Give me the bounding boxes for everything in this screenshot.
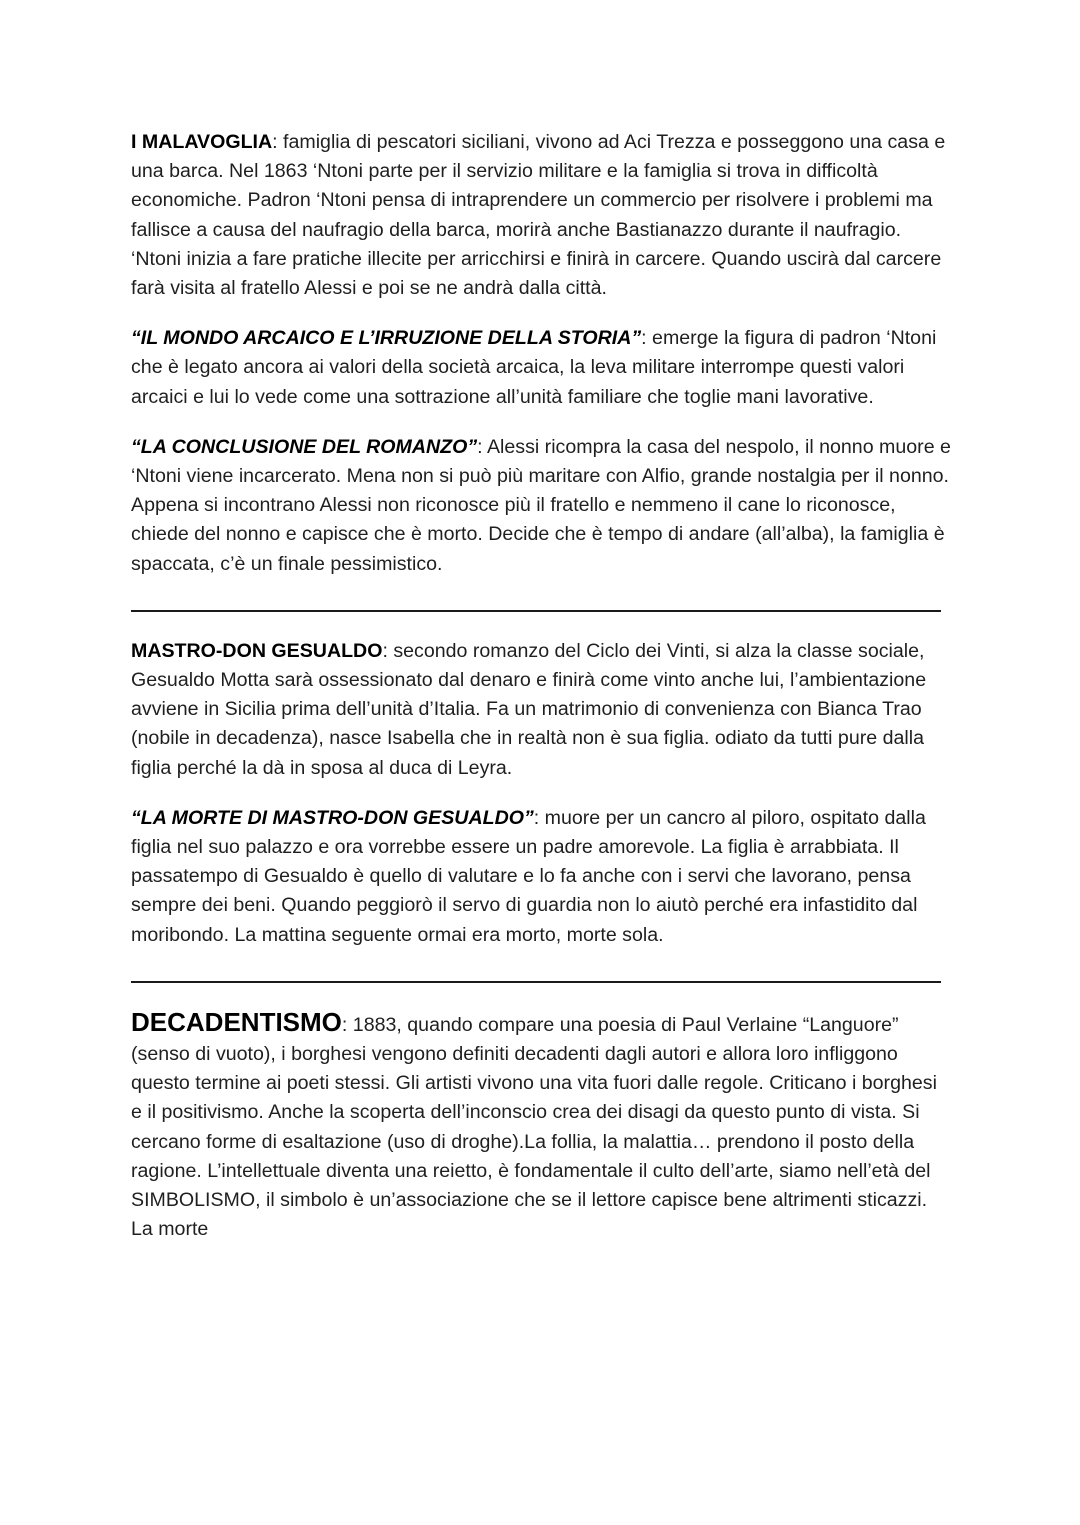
paragraph-mondo-arcaico	[131, 324, 953, 412]
paragraph-malavoglia	[131, 128, 953, 303]
body-mastro-don-gesualdo: : secondo romanzo del Ciclo dei Vinti, si alza la classe sociale, Gesualdo Motta sarà ossessionato dal denaro e finirà come vinto anche lui, l’ambientazione avviene in Sicilia prima dell’unità d’Italia. Fa un matrimonio di convenienza con Bianca Trao (nobile in decadenza), nasce Isabella che in realtà non è sua figlia. odiato da tutti pure dalla figlia perché la dà in sposa al duca di Leyra.	[131, 639, 927, 779]
paragraph-mastro-don-gesualdo	[131, 637, 953, 783]
heading-conclusione-romanzo: “LA CONCLUSIONE DEL ROMANZO”	[131, 435, 478, 458]
heading-morte-gesualdo: “LA MORTE DI MASTRO-DON GESUALDO”	[131, 806, 534, 829]
section-divider	[131, 981, 941, 983]
body-mondo-arcaico: : emerge la figura di padron ‘Ntoni che è legato ancora ai valori della società arcaica, la leva militare interrompe questi valori arcaici e lui lo vede come una sottrazione all’unità familiare che toglie mani lavorative.	[131, 327, 937, 408]
paragraph-conclusione-romanzo	[131, 433, 953, 579]
paragraph-decadentismo	[131, 1008, 953, 1245]
document-page	[131, 128, 953, 1245]
heading-malavoglia: I MALAVOGLIA	[131, 131, 273, 153]
body-morte-gesualdo: : muore per un cancro al piloro, ospitato dalla figlia nel suo palazzo e ora vorrebbe essere un padre amorevole. La figlia è arrabbiata. Il passatempo di Gesualdo è quello di valutare e lo fa anche con i servi che lavorano, pensa sempre dei beni. Quando peggiorò il servo di guardia non lo aiutò perché era infastidito dal moribondo. La mattina seguente ormai era morto, morte sola.	[131, 806, 926, 946]
body-malavoglia: : famiglia di pescatori siciliani, vivono ad Aci Trezza e posseggono una casa e una barca. Nel 1863 ‘Ntoni parte per il servizio militare e la famiglia si trova in difficoltà economiche. Padron ‘Ntoni pensa di intraprendere un commercio per risolvere i problemi ma fallisce a causa del naufragio della barca, morirà anche Bastianazzo durante il naufragio. ‘Ntoni inizia a fare pratiche illecite per arricchirsi e finirà in carcere. Quando uscirà dal carcere farà visita al fratello Alessi e poi se ne andrà dalla città.	[131, 131, 946, 300]
heading-mondo-arcaico: “IL MONDO ARCAICO E L’IRRUZIONE DELLA STORIA”	[131, 327, 642, 350]
heading-decadentismo: DECADENTISMO	[131, 1006, 342, 1037]
section-divider	[131, 610, 941, 612]
body-decadentismo: : 1883, quando compare una poesia di Paul Verlaine “Languore” (senso di vuoto), i borghesi vengono definiti decadenti dagli autori e allora loro infliggono questo termine ai poeti stessi. Gli artisti vivono una vita fuori dalle regole. Criticano i borghesi e il positivismo. Anche la scoperta dell’inconscio crea dei disagi da questo punto di vista. Si cercano forme di esaltazione (uso di droghe).La follia, la malattia… prendono il posto della ragione. L’intellettuale diventa una reietto, è fondamentale il culto dell’arte, siamo nell’età del SIMBOLISMO, il simbolo è un’associazione che se il lettore capisce bene altrimenti sticazzi. La morte	[131, 1013, 937, 1241]
paragraph-morte-gesualdo	[131, 804, 953, 950]
heading-mastro-don-gesualdo: MASTRO-DON GESUALDO	[131, 639, 383, 662]
body-conclusione-romanzo: : Alessi ricompra la casa del nespolo, il nonno muore e ‘Ntoni viene incarcerato. Mena non si può più maritare con Alfio, grande nostalgia per il nonno. Appena si incontrano Alessi non riconosce più il fratello e nemmeno il cane lo riconosce, chiede del nonno e capisce che è morto. Decide che è tempo di andare (all’alba), la famiglia è spaccata, c’è un finale pessimistico.	[131, 435, 951, 575]
